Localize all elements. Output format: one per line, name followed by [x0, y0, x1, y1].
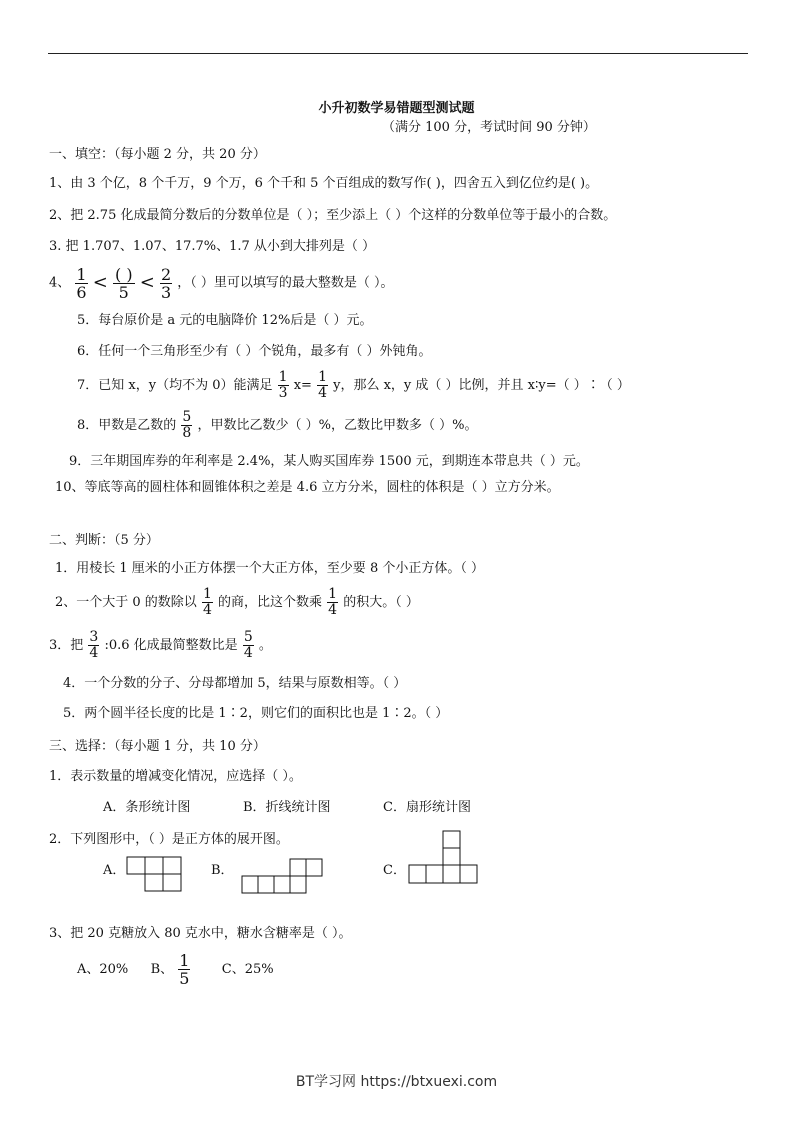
- s2q3-fraction-1: $\frac{3}{4}$: [89, 629, 99, 661]
- s1-question-2: 2、把 2.75 化成最简分数后的分数单位是（ ）；至少添上（ ）个这样的分数单位等于最小的合数。: [49, 208, 617, 223]
- s1-question-4: [49, 263, 394, 304]
- s3q3-option-c: C、25%: [221, 962, 274, 977]
- s1-question-5: 5．每台原价是 a 元的电脑降价 12%后是（ ）元。: [77, 313, 373, 328]
- q4-less-than-2: <: [139, 272, 155, 293]
- s3-question-3: 3、把 20 克糖放入 80 克水中，糖水含糖率是（ ）。: [49, 926, 352, 941]
- s3q3-options: [77, 950, 274, 990]
- net-figure-b: [241, 858, 323, 894]
- q8-fraction: $\frac{5}{8}$: [182, 409, 192, 441]
- q4-fraction-3: $\frac{2}{3}$: [160, 264, 172, 302]
- s2-question-2: [55, 585, 419, 621]
- s2-question-1: 1．用棱长 1 厘米的小正方体摆一个大正方体，至少要 8 个小正方体。（ ）: [55, 561, 484, 576]
- s3-question-2: 2．下列图形中，（ ）是正方体的展开图。: [49, 832, 289, 847]
- section1-heading: 一、填空：（每小题 2 分，共 20 分）: [49, 147, 266, 162]
- s1-question-3: 3. 把 1.707、1.07、17.7%、1.7 从小到大排列是（ ）: [49, 239, 376, 254]
- s2q3-mid: :0.6 化成最简整数比是: [104, 638, 238, 653]
- section2-heading: 二、判断：（5 分）: [49, 533, 159, 548]
- s1-question-8: [77, 408, 477, 444]
- page-title: 小升初数学易错题型测试题: [318, 101, 475, 116]
- q7-fraction-1: $\frac{1}{3}$: [278, 369, 288, 401]
- s2q2-prefix: 2、一个大于 0 的数除以: [55, 595, 197, 610]
- q4-fraction-1: $\frac{1}{6}$: [76, 264, 87, 302]
- s3q3-option-a: A、20%: [77, 962, 129, 977]
- q7-fraction-2: $\frac{1}{4}$: [318, 369, 327, 401]
- s3q1-option-c: C．扇形统计图: [383, 800, 471, 815]
- s3q1-option-a: A．条形统计图: [103, 800, 191, 815]
- s2q3-suffix: 。: [258, 638, 272, 653]
- s3q3-option-b-fraction: $\frac{1}{5}$: [179, 951, 190, 988]
- q7-prefix: 7．已知 x，y（均不为 0）能满足: [77, 378, 273, 393]
- s3q1-option-b: B．折线统计图: [243, 800, 331, 815]
- page-subtitle: （满分 100 分，考试时间 90 分钟）: [382, 120, 596, 135]
- s1-question-9: 9．三年期国库券的年利率是 2.4%，某人购买国库券 1500 元，到期连本带息共（ ）元。: [69, 454, 589, 469]
- q7-mid: x=: [293, 378, 312, 393]
- s2-question-4: 4．一个分数的分子、分母都增加 5，结果与原数相等。（ ）: [63, 676, 407, 691]
- s2-question-3: [49, 628, 272, 664]
- s1-question-7: [77, 368, 630, 404]
- s3q2-label-c: C．: [383, 863, 406, 878]
- s2-question-5: 5．两个圆半径长度的比是 1∶2，则它们的面积比也是 1∶2。（ ）: [63, 706, 449, 721]
- s1-question-1: 1、由 3 个亿，8 个千万，9 个万，6 个千和 5 个百组成的数写作( )，四舍五入到亿位约是( )。: [49, 176, 599, 191]
- q8-suffix: ，甲数比乙数少（ ）%，乙数比甲数多（ ）%。: [197, 418, 478, 433]
- q4-prefix: 4、: [49, 275, 71, 291]
- s1-question-6: 6．任何一个三角形至少有（ ）个锐角，最多有（ ）外钝角。: [77, 344, 432, 359]
- q4-suffix: ，（ ）里可以填写的最大整数是（ ）。: [177, 275, 394, 291]
- s2q2-mid: 的商，比这个数乘: [218, 595, 323, 610]
- s1-question-10: 10、等底等高的圆柱体和圆锥体积之差是 4.6 立方分米，圆柱的体积是（ ）立方分米。: [55, 480, 560, 495]
- section3-heading: 三、选择：（每小题 1 分，共 10 分）: [49, 739, 266, 754]
- header-rule: [48, 53, 748, 54]
- q7-suffix: y，那么 x，y 成（ ）比例，并且 x∶y=（ ）∶（ ）: [333, 378, 630, 393]
- s2q3-fraction-2: $\frac{5}{4}$: [243, 629, 253, 661]
- s2q3-prefix: 3．把: [49, 638, 84, 653]
- s3q2-label-a: A．: [103, 863, 126, 878]
- footer-watermark: BT学习网 https://btxuexi.com: [295, 1074, 498, 1090]
- s3q3-option-b: B、: [150, 962, 174, 977]
- net-figure-c: [408, 830, 480, 886]
- q8-prefix: 8．甲数是乙数的: [77, 418, 177, 433]
- q4-less-than-1: <: [92, 272, 108, 293]
- net-figure-a: [126, 856, 182, 892]
- s3-question-1: 1．表示数量的增减变化情况，应选择（ ）。: [49, 769, 302, 784]
- s2q2-suffix: 的积大。（ ）: [343, 595, 419, 610]
- s2q2-fraction-1: $\frac{1}{4}$: [202, 586, 212, 618]
- s3q2-label-b: B．: [211, 863, 234, 878]
- s2q2-fraction-2: $\frac{1}{4}$: [328, 586, 338, 618]
- q4-fraction-blank: $\frac{( )}{5}$: [114, 264, 133, 302]
